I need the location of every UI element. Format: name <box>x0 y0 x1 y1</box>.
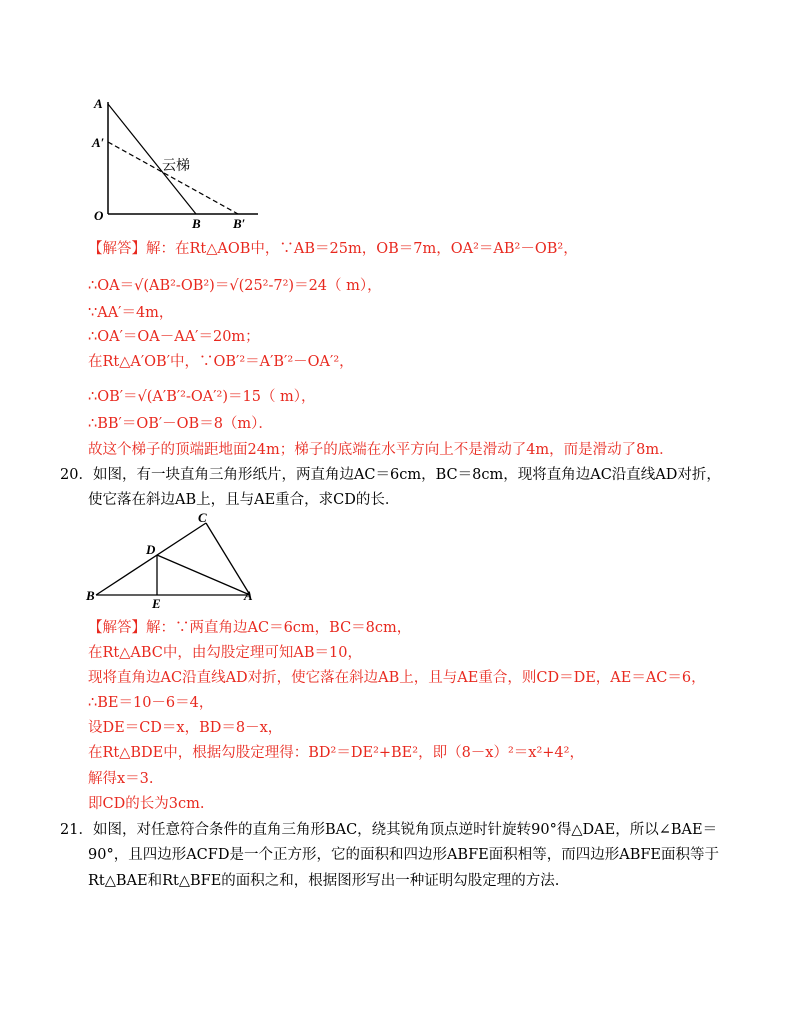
label-B: B <box>86 588 95 603</box>
q19-line-1: 【解答】解：在Rt△AOB中，∵AB＝25m，OB＝7m，OA²＝AB²－OB²， <box>88 241 578 257</box>
q20-answer-line-8: 即CD的长为3cm. <box>88 796 205 812</box>
q19-line-3: ∵AA′＝4m， <box>88 305 174 321</box>
q20-answer-line-6: 在Rt△BDE中，根据勾股定理得：BD²＝DE²+BE²，即（8－x）²＝x²+4²， <box>88 745 584 761</box>
q21-line-3: Rt△BAE和Rt△BFE的面积之和，根据图形写出一种证明勾股定理的方法. <box>88 873 560 889</box>
q19-conclusion: 故这个梯子的顶端距地面24m；梯子的底端在水平方向上不是滑动了4m，而是滑动了8m． <box>88 442 674 458</box>
label-A: A <box>244 588 253 603</box>
q19-line-4: ∴OA′＝OA－AA′＝20m； <box>88 329 260 345</box>
q20-question-line-2: 使它落在斜边AB上，且与AE重合，求CD的长． <box>88 492 400 508</box>
q20-answer-line-2: 在Rt△ABC中，由勾股定理可知AB＝10， <box>88 645 362 661</box>
label-O: O <box>94 208 104 223</box>
q21-line-2: 90°，且四边形ACFD是一个正方形，它的面积和四边形ABFE面积相等，而四边形ABFE面积等于 <box>88 847 719 863</box>
label-D: D <box>146 542 156 557</box>
label-E: E <box>152 596 161 610</box>
label-A: A <box>94 96 103 111</box>
label-ladder: 云梯 <box>162 158 190 174</box>
q19-line-6: ∴OB′＝√(A′B′²-OA′²)＝15（ m）， <box>88 389 316 405</box>
q20-answer-line-3: 现将直角边AC沿直线AD对折，使它落在斜边AB上，且与AE重合，则CD＝DE，AE＝AC＝6， <box>88 670 706 686</box>
q21-line-1: 21．如图，对任意符合条件的直角三角形BAC，绕其锐角顶点逆时针旋转90°得△DAE，所以∠BAE＝ <box>60 822 718 838</box>
q20-question-line-1: 20．如图，有一块直角三角形纸片，两直角边AC＝6cm，BC＝8cm，现将直角边AC沿直线AD对折， <box>60 467 721 483</box>
label-B: B <box>192 216 201 231</box>
q19-line-2: ∴OA＝√(AB²-OB²)＝√(25²-7²)＝24（ m）， <box>88 278 382 294</box>
ladder-slid-line <box>108 142 238 214</box>
ladder-figure <box>88 92 268 232</box>
label-C: C <box>198 510 207 525</box>
q20-answer-line-4: ∴BE＝10－6＝4， <box>88 695 214 711</box>
q20-answer-line-7: 解得x＝3. <box>88 771 154 787</box>
q19-line-5: 在Rt△A′OB′中，∵OB′²＝A′B′²－OA′²， <box>88 354 354 370</box>
q20-answer-line-1: 【解答】解：∵两直角边AC＝6cm，BC＝8cm， <box>88 620 412 636</box>
side-CA <box>206 523 250 595</box>
side-BC <box>96 523 206 595</box>
triangle-figure <box>84 510 264 610</box>
q19-line-7: ∴BB′＝OB′－OB＝8（m）． <box>88 416 273 432</box>
label-A-prime: A′ <box>92 135 105 150</box>
q20-answer-line-5: 设DE＝CD＝x，BD＝8－x， <box>88 720 283 736</box>
label-B-prime: B′ <box>233 216 246 231</box>
segment-DA <box>157 555 250 595</box>
